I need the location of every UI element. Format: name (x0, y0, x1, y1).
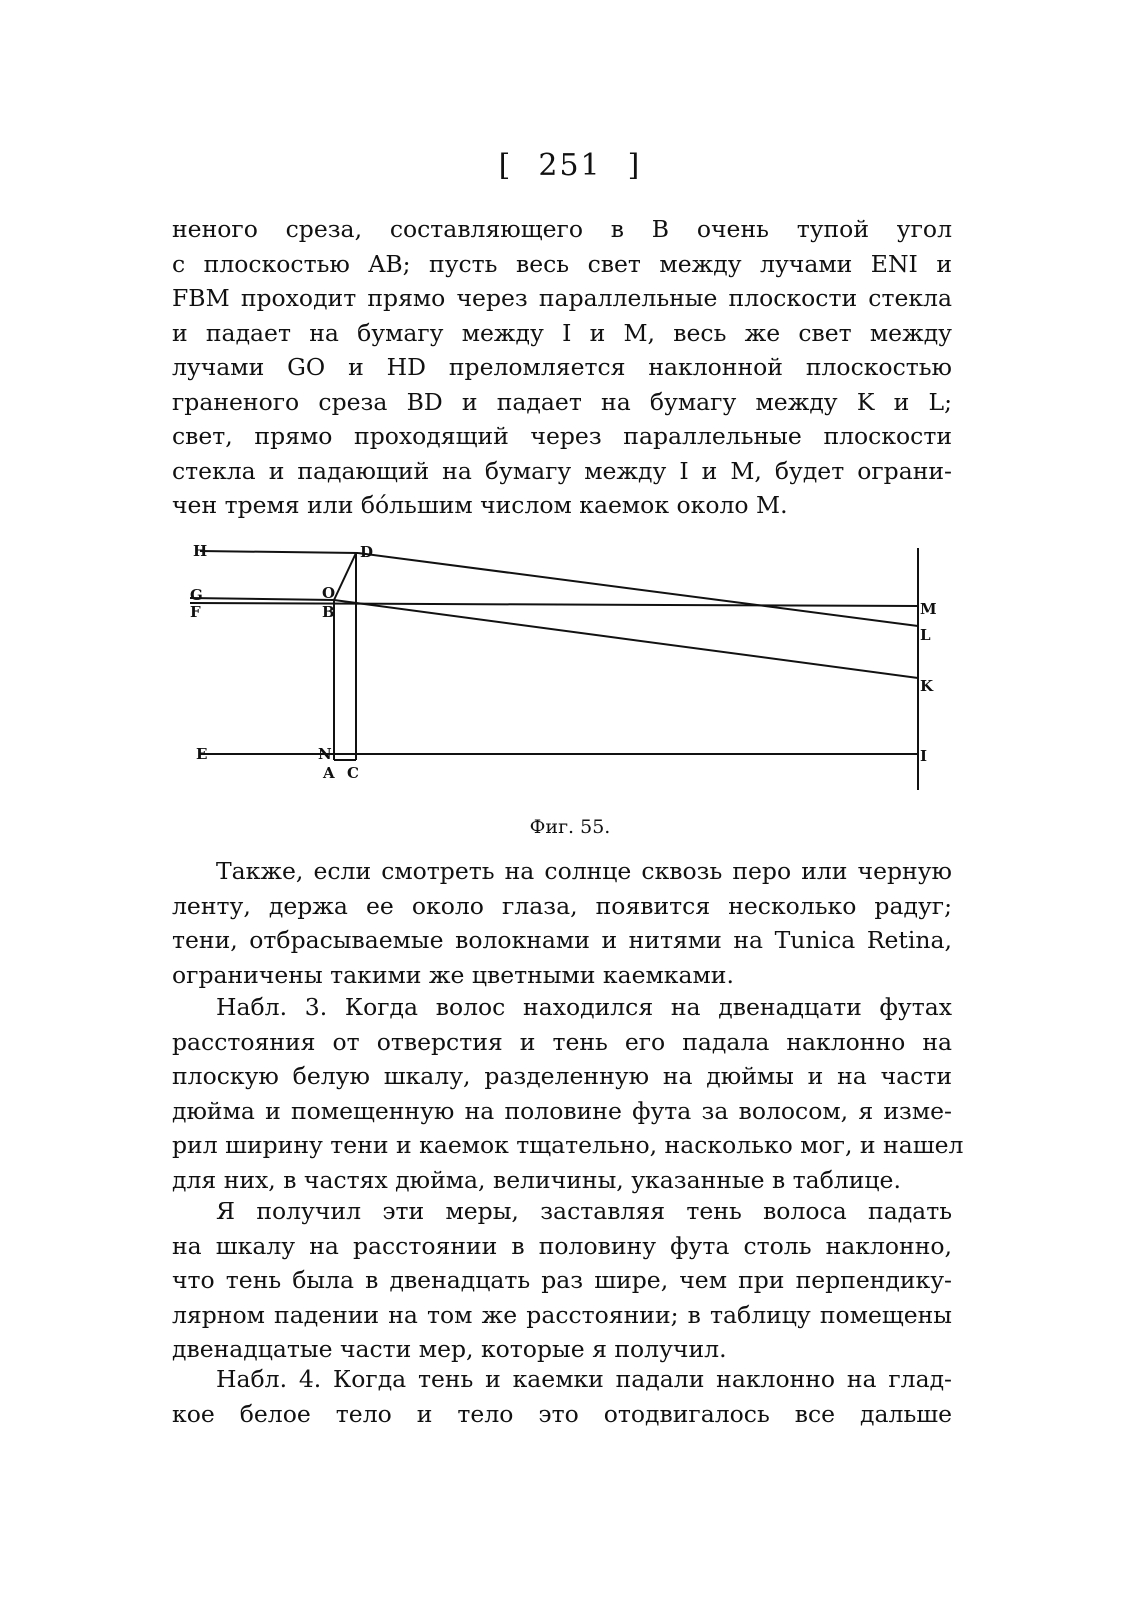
text-line: Я получил эти меры, заставляя тень волоса падать (216, 1197, 952, 1225)
label-d: D (360, 543, 374, 561)
text-line: что тень была в двенадцать раз шире, чем при перпендику- (172, 1266, 952, 1294)
paragraph-2 (172, 854, 952, 992)
figure-55 (0, 0, 1140, 800)
label-h: H (193, 542, 208, 560)
page-number-value: 251 (538, 148, 602, 183)
paragraph-5 (172, 1362, 952, 1431)
label-o: O (322, 584, 336, 602)
facet-bd (334, 553, 356, 600)
text-line: лярном падении на том же расстоянии; в таблицу помещены (172, 1300, 952, 1329)
refracted-b-k (334, 600, 918, 678)
text-line: двенадцатые части мер, которые я получил. (172, 1335, 727, 1363)
bracket-right: ] (627, 148, 642, 183)
text-line: и падает на бумагу между I и M, весь же свет между (172, 318, 952, 347)
text-line: стекла и падающий на бумагу между I и M, будет ограни- (172, 456, 952, 485)
paragraph-3 (172, 990, 964, 1197)
label-l: L (920, 626, 931, 644)
text-line: неного среза, составляющего в B очень тупой угол (172, 215, 952, 243)
ray-go (190, 598, 334, 600)
text-line: с плоскостью AB; пусть весь свет между лучами ENI и (172, 249, 952, 278)
text-line: Набл. 3. Когда волос находился на двенадцати футах (216, 993, 952, 1021)
text-line: ленту, держа ее около глаза, появится несколько радуг; (172, 891, 952, 920)
text-line: ограничены такими же цветными каемками. (172, 960, 734, 989)
label-g: G (190, 586, 203, 604)
text-line: расстояния от отверстия и тень его падала наклонно на (172, 1027, 952, 1056)
text-line: тени, отбрасываемые волокнами и нитями на Tunica Retina, (172, 926, 952, 954)
label-f: F (190, 603, 201, 621)
label-e: E (196, 745, 208, 763)
text-line: свет, прямо проходящий через параллельные плоскости (172, 422, 952, 450)
text-line: Также, если смотреть на солнце сквозь перо или черную (216, 857, 952, 885)
label-m: M (920, 600, 937, 618)
paragraph-4 (172, 1194, 952, 1367)
text-line: кое белое тело и тело это отодвигалось все дальше (172, 1399, 952, 1428)
label-k: K (920, 677, 934, 695)
ray-hd (200, 551, 358, 553)
label-a: A (323, 764, 335, 782)
figure-caption: Фиг. 55. (529, 816, 611, 838)
text-line: FBM проходит прямо через параллельные плоскости стекла (172, 284, 952, 312)
text-line: чен тремя или бо́льшим числом каемок около M. (172, 491, 788, 519)
text-line: граненого среза BD и падает на бумагу между K и L; (172, 387, 952, 416)
label-i: I (920, 747, 928, 765)
text-line: на шкалу на расстоянии в половину фута столь наклонно, (172, 1231, 952, 1260)
text-line: дюйма и помещенную на половине фута за волосом, я изме- (172, 1096, 952, 1125)
label-b: B (322, 603, 335, 621)
text-line: лучами GO и HD преломляется наклонной плоскостью (172, 353, 952, 381)
ray-fb (190, 603, 918, 606)
text-line: Набл. 4. Когда тень и каемки падали наклонно на глад- (216, 1365, 952, 1393)
label-n: N (318, 745, 332, 763)
text-line: рил ширину тени и каемок тщательно, насколько мог, и нашел (172, 1131, 964, 1159)
label-c: C (347, 764, 359, 782)
text-line: для них, в частях дюйма, величины, указанные в таблице. (172, 1165, 901, 1194)
bracket-left: [ (498, 148, 513, 183)
text-line: плоскую белую шкалу, разделенную на дюймы и на части (172, 1062, 952, 1090)
